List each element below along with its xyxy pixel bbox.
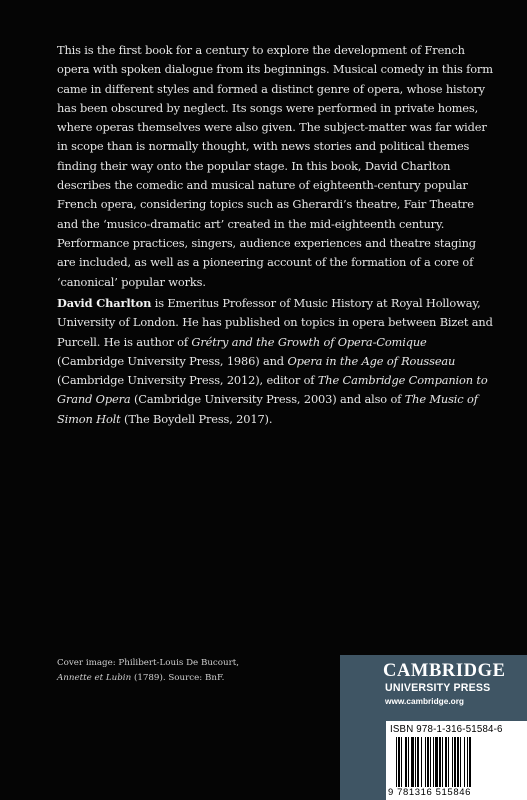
bio-text-5: (The Boydell Press, 2017). [120,411,273,426]
author-name: David Charlton [57,296,152,310]
artwork-title: Annette et Lubin [57,673,132,683]
publisher-logo-subname: UNIVERSITY PRESS [385,682,491,694]
book-title-3: The Cambridge Companion to Grand Opera [57,373,488,407]
cover-image-credit [57,656,307,686]
barcode-area [386,721,527,800]
barcode-digits: 9 781316 515846 [388,787,471,798]
publisher-panel [340,655,527,800]
bio-text-2: (Cambridge University Press, 1986) and [57,353,288,368]
book-title-1: Grétry and the Growth of Opera-Comique [191,334,427,349]
book-title-4: The Music of Simon Holt [57,392,478,426]
publisher-url: www.cambridge.org [385,696,464,706]
publisher-logo-name: CAMBRIDGE [383,661,506,681]
isbn-label: ISBN 978-1-316-51584-6 [390,724,503,735]
credit-line-1: Cover image: Philibert-Louis De Bucourt, [57,658,240,668]
author-biography [57,294,497,429]
book-description: This is the first book for a century to explore the development of French opera with spoken dialogue from its beginnings. Musical comedy in this form came in different styles and formed a distinct genre of opera, whose history has been obscured by neglect. Its songs were performed in private homes, where operas themselves were also given. The subject-matter was far wider in scope than is normally thought, with news stories and political themes finding their way onto the popular stage. In this book, David Charlton describes the comedic and musical nature of eighteenth-century popular French opera, considering topics such as Gherardi’s theatre, Fair Theatre and the ‘musico-dramatic art’ created in the mid-eighteenth century. Performance practices, singers, audience experiences and theatre staging are included, as well as a pioneering account of the formation of a core of ‘canonical’ popular works. [57,43,493,289]
barcode-icon [396,737,520,787]
bio-text-4: (Cambridge University Press, 2003) and also of [130,392,405,407]
book-title-2: Opera in the Age of Rousseau [287,353,456,368]
credit-source: (1789). Source: BnF. [131,673,225,683]
bio-text-1: is Emeritus Professor of Music History at Royal Holloway, University of London. He has published on topics in opera between Bizet and Purcell. He is author of [57,296,493,349]
bio-text-3: (Cambridge University Press, 2012), editor of [57,373,318,388]
